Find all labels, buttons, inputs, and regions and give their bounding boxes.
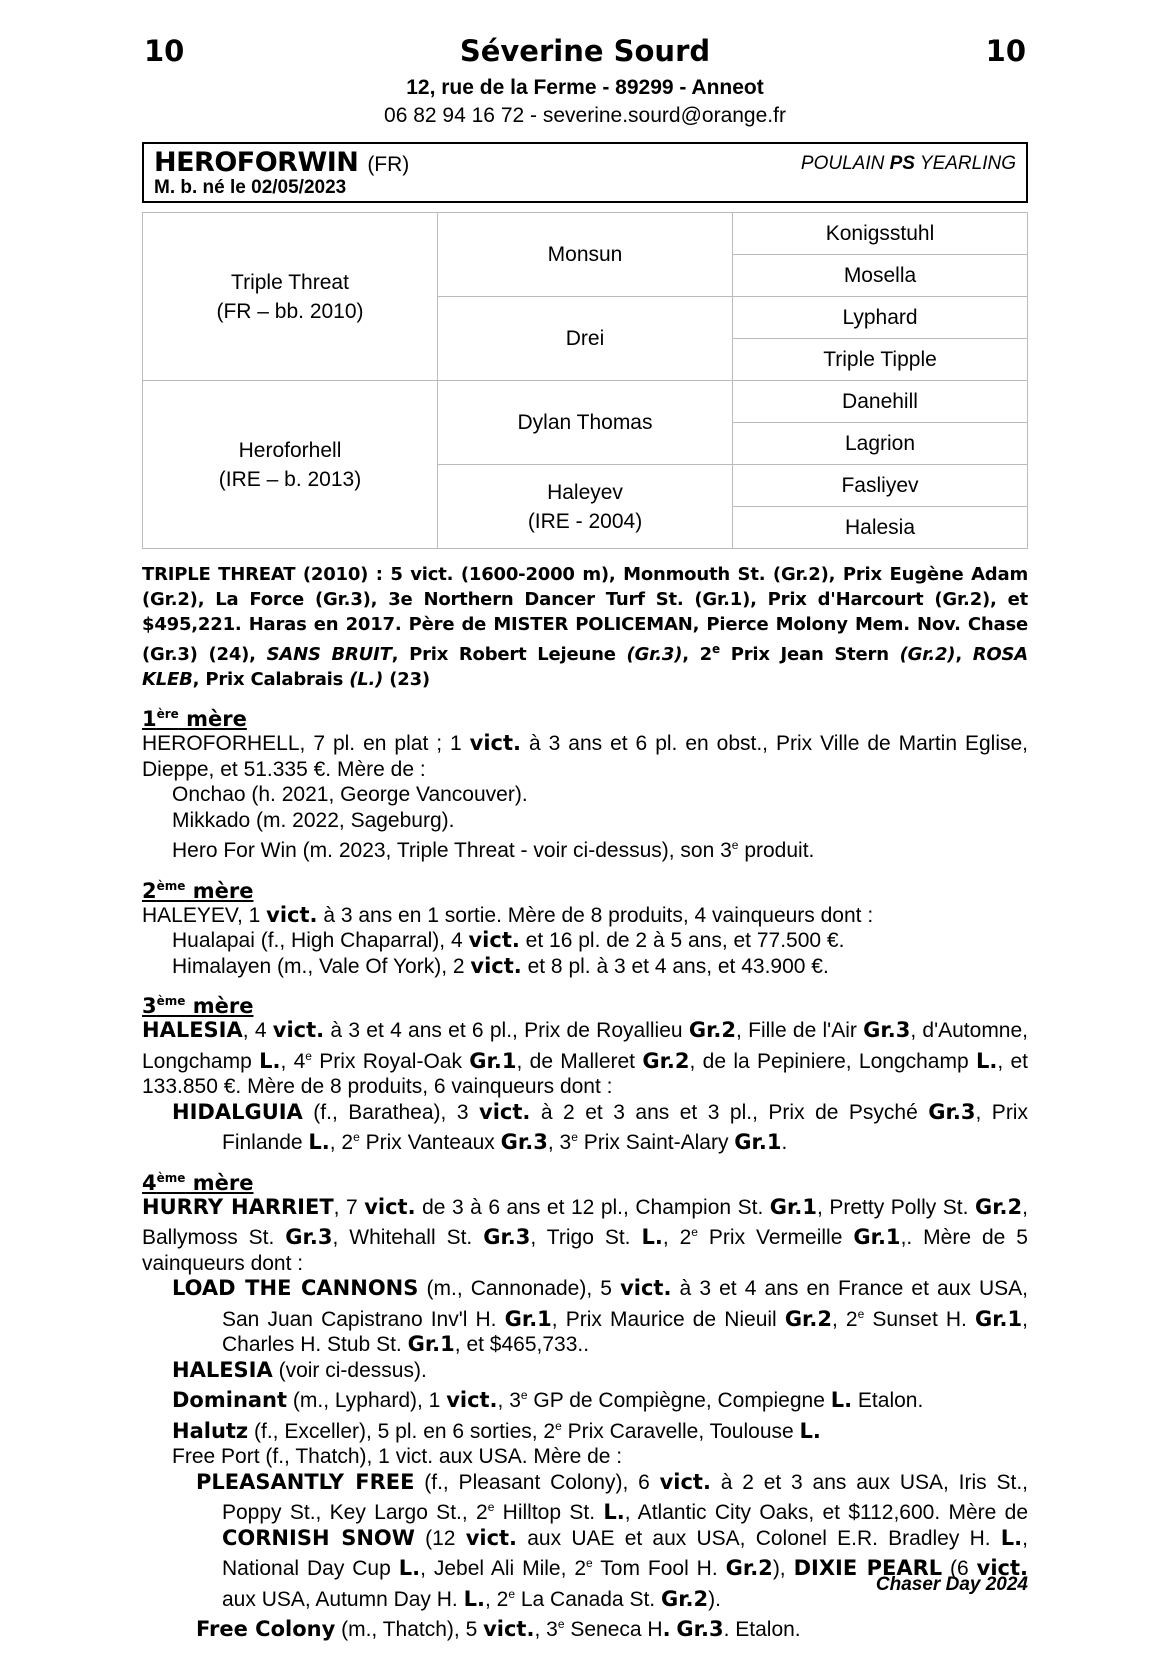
- sire-text-sup: e: [711, 642, 720, 656]
- produce-item: Onchao (h. 2021, George Vancouver).: [172, 783, 528, 806]
- t: Sunset H.: [864, 1307, 975, 1331]
- t: , 4: [242, 1019, 273, 1042]
- pedigree-sss: Konigsstuhl: [733, 213, 1028, 255]
- b: L.: [398, 1556, 421, 1580]
- b: DIXIE PEARL: [793, 1556, 943, 1580]
- t: , de Malleret: [516, 1049, 643, 1073]
- b: HALESIA: [172, 1357, 273, 1382]
- t: à 3 ans et 6 pl. en obst., Prix Ville de Martin Eglise, Dieppe, et 51.335 €. Mère de :: [142, 732, 1028, 781]
- t: à 3 et 4 ans en France et aux USA, San Juan Capistrano Inv'l H.: [222, 1277, 1028, 1331]
- t: aux USA, Autumn Day H.: [222, 1587, 464, 1611]
- t: , Atlantic City Oaks, et $112,600. Mère de: [624, 1501, 1028, 1524]
- section-third-dam: [142, 989, 1028, 1156]
- t: à 2 et 3 ans aux USA, Iris St., Poppy St., Key Largo St., 2: [222, 1470, 1028, 1524]
- pedigree-ssd: Mosella: [733, 255, 1028, 297]
- b: Gr.3: [285, 1225, 333, 1249]
- t: , 3: [497, 1389, 521, 1412]
- horse-origin: (FR): [367, 153, 410, 176]
- seller-contact: 06 82 94 16 72 - severine.sourd@orange.fr: [384, 104, 786, 127]
- t: Himalayen (m., Vale Of York), 2: [172, 954, 471, 978]
- b: Gr.1: [769, 1194, 817, 1219]
- t: (f., Exceller), 5 pl. en 6 sorties, 2: [248, 1419, 556, 1443]
- produce-item: Free Port (f., Thatch), 1 vict. aux USA. Mère de :: [172, 1445, 623, 1468]
- t: Hero For Win (m. 2023, Triple Threat - voir ci-dessus), son 3: [172, 839, 732, 862]
- sire-text-i3: (Gr.2): [899, 644, 956, 665]
- sire-name: Triple Threat: [231, 270, 349, 294]
- b: vict.: [468, 928, 520, 952]
- t: La Canada St.: [515, 1587, 661, 1611]
- pedigree-sd: Drei: [438, 297, 733, 381]
- t: et 8 pl. à 3 et 4 ans, et 43.900 €.: [521, 954, 829, 978]
- horse-type: [801, 153, 1016, 175]
- title-sup: ème: [156, 878, 186, 893]
- pedigree-dds: Fasliyev: [733, 465, 1028, 507]
- pedigree-sdd: Triple Tipple: [733, 339, 1028, 381]
- t: , Whitehall St.: [332, 1226, 484, 1249]
- section-fourth-dam: [142, 1166, 1028, 1643]
- t: (f., Barathea), 3: [302, 1100, 480, 1124]
- sire-text-3: , 2: [682, 644, 712, 665]
- horse-name: [154, 147, 409, 178]
- b: vict.: [446, 1388, 498, 1412]
- t: , Pretty Polly St.: [817, 1195, 975, 1219]
- t: (f., Pleasant Colony), 6: [414, 1470, 660, 1494]
- dam-info: (IRE – b. 2013): [218, 467, 362, 491]
- b: vict.: [266, 902, 318, 927]
- t: ).: [708, 1587, 721, 1611]
- pedigree-dsd: Lagrion: [733, 423, 1028, 465]
- b: LOAD THE CANNONS: [172, 1276, 419, 1300]
- b: L.: [259, 1048, 281, 1073]
- catalog-page: [142, 34, 1028, 1643]
- sire-text-4: Prix Jean Stern: [719, 644, 900, 665]
- sire-text-1: TRIPLE THREAT (2010) : 5 vict. (1600-2000 m), Monmouth St. (Gr.2), Prix Eugène Adam (Gr.2), La Force (Gr.3), 3e Northern Dancer Turf St. (Gr.1), Prix d'Harcourt (Gr.2), et $495,221. Haras en 2017. Père de MISTER POLICEMAN, Pierce Molony Mem. Nov. Chase (Gr.3) (24),: [142, 564, 1028, 665]
- sup: e: [571, 1130, 578, 1144]
- b: vict.: [465, 1525, 518, 1550]
- t: , 3: [547, 1131, 572, 1154]
- b: L.: [1000, 1525, 1023, 1550]
- produce-item: [142, 928, 1028, 954]
- footer: Chaser Day 2024: [875, 1574, 1028, 1595]
- fourth-dam-record: [142, 1195, 1028, 1277]
- b: Gr.3: [500, 1130, 548, 1154]
- t: et 16 pl. de 2 à 5 ans, et 77.500 €.: [519, 929, 845, 952]
- b: HIDALGUIA: [172, 1099, 303, 1124]
- horse-type-bold: PS: [889, 153, 915, 174]
- t: de 3 à 6 ans et 12 pl., Champion St.: [415, 1195, 770, 1219]
- third-dam-title: [142, 989, 1028, 1018]
- b: Gr.1: [734, 1130, 782, 1154]
- b: Gr.2: [974, 1194, 1023, 1219]
- title-word: mère: [185, 878, 254, 903]
- t: , 4: [280, 1049, 306, 1073]
- t: (6: [942, 1557, 977, 1580]
- pedigree-ss: Monsun: [438, 213, 733, 297]
- sup: e: [731, 838, 739, 852]
- t: Prix Saint-Alary: [577, 1131, 735, 1154]
- b: CORNISH SNOW: [222, 1525, 415, 1550]
- b: Gr.3: [483, 1225, 531, 1249]
- t: à 2 et 3 ans et 3 pl., Prix de Psyché: [530, 1100, 929, 1124]
- t: Hilltop St.: [494, 1501, 604, 1524]
- t: (m., Cannonade), 5: [418, 1277, 621, 1300]
- pedigree-ds: Dylan Thomas: [438, 381, 733, 465]
- produce-item: [142, 1414, 1028, 1445]
- t: à 3 et 4 ans et 6 pl., Prix de Royallieu: [324, 1019, 689, 1042]
- sire-text-i1: SANS BRUIT: [266, 644, 392, 665]
- t: Prix Vermeille: [697, 1226, 854, 1249]
- title-word: mère: [185, 994, 254, 1018]
- b: Gr.2: [642, 1048, 690, 1073]
- title-num: 4: [142, 1170, 157, 1195]
- produce-item: [142, 1612, 1028, 1643]
- sup: e: [691, 1225, 698, 1239]
- b: PLEASANTLY FREE: [196, 1469, 415, 1494]
- sup: e: [353, 1130, 360, 1144]
- b: Gr.2: [784, 1306, 833, 1331]
- pedigree-sire: [143, 213, 438, 381]
- t: , Fille de l'Air: [736, 1019, 864, 1042]
- b: Gr.1: [853, 1225, 901, 1249]
- t: (voir ci-dessus).: [272, 1358, 427, 1382]
- t: , 2: [329, 1131, 354, 1154]
- sire-text-6: , Prix Calabrais: [192, 669, 350, 690]
- sup: e: [555, 1418, 562, 1433]
- b: L.: [463, 1586, 485, 1611]
- seller-name: Séverine Sourd: [459, 34, 711, 68]
- t: , Ballymoss St.: [142, 1195, 1028, 1249]
- b: Free Colony: [196, 1617, 336, 1641]
- pedigree-dd: [438, 465, 733, 549]
- sire-text-7: (23): [383, 669, 430, 690]
- third-dam-record: [142, 1018, 1028, 1100]
- produce-item: [142, 833, 1028, 864]
- b: L.: [603, 1500, 625, 1524]
- b: Gr.3: [863, 1018, 911, 1042]
- sup: e: [857, 1306, 865, 1321]
- b: Gr.3: [928, 1099, 976, 1124]
- produce-item: [142, 1276, 1028, 1358]
- fourth-dam-title: [142, 1166, 1028, 1195]
- b: L.: [830, 1388, 853, 1412]
- t: , de la Pepiniere, Longchamp: [689, 1049, 976, 1073]
- b: .: [662, 1617, 671, 1641]
- pedigree-table: [142, 212, 1028, 549]
- horse-name-text: HEROFORWIN: [154, 147, 359, 178]
- b: Gr.1: [469, 1048, 517, 1073]
- t: , Trigo St.: [530, 1226, 642, 1249]
- b: vict.: [659, 1469, 711, 1494]
- seller-address: 12, rue de la Ferme - 89299 - Anneot: [406, 76, 764, 99]
- t: , d'Automne, Longchamp: [142, 1019, 1028, 1073]
- t: HALEYEV, 1: [142, 903, 267, 927]
- t: Prix Vanteaux: [359, 1131, 501, 1154]
- dd-name: Haleyev: [547, 480, 623, 504]
- t: aux UAE et aux USA, Colonel E.R. Bradley H.: [517, 1526, 1001, 1550]
- horse-birth: M. b. né le 02/05/2023: [154, 177, 347, 198]
- t: produit.: [738, 839, 815, 862]
- horse-box: [142, 142, 1028, 203]
- sup: e: [557, 1617, 565, 1631]
- t: , 2: [662, 1226, 692, 1249]
- b: Gr.1: [407, 1332, 455, 1356]
- t: (m., Thatch), 5: [335, 1618, 484, 1641]
- title-num: 1: [142, 707, 157, 731]
- t: , et 133.850 €. Mère de 8 produits, 6 vainqueurs dont :: [142, 1049, 1028, 1098]
- sire-text-i2: (Gr.3): [626, 644, 683, 665]
- title-word: mère: [178, 707, 247, 731]
- lot-number-right: 10: [985, 34, 1026, 68]
- b: Gr.3: [676, 1617, 724, 1641]
- header: [142, 34, 1028, 74]
- b: L.: [799, 1418, 821, 1443]
- sire-text-i4: ROSA KLEB: [142, 644, 1028, 690]
- second-dam-title: [142, 874, 1028, 903]
- t: , Prix Finlande: [222, 1100, 1028, 1154]
- produce-item: [142, 1358, 1028, 1384]
- sire-text-2: , Prix Robert Lejeune: [391, 644, 627, 665]
- b: vict.: [976, 1556, 1029, 1580]
- t: ),: [772, 1557, 794, 1580]
- t: , Charles H. Stub St.: [222, 1307, 1028, 1356]
- t: à 3 ans en 1 sortie. Mère de 8 produits, 4 vainqueurs dont :: [317, 903, 874, 927]
- produce-item: [142, 954, 1028, 980]
- pedigree-dss: Danehill: [733, 381, 1028, 423]
- b: L.: [975, 1048, 998, 1073]
- section-first-dam: [142, 702, 1028, 864]
- first-dam-title: [142, 702, 1028, 731]
- t: . Etalon.: [723, 1618, 801, 1641]
- b: vict.: [469, 731, 522, 755]
- t: (12: [414, 1526, 466, 1550]
- b: Gr.2: [688, 1018, 737, 1042]
- produce-item: [142, 1100, 1028, 1156]
- b: Gr.1: [974, 1306, 1023, 1331]
- t: Prix Caravelle, Toulouse: [561, 1419, 800, 1443]
- t: Prix Royal-Oak: [311, 1049, 470, 1073]
- t: HEROFORHELL, 7 pl. en plat ; 1: [142, 732, 470, 755]
- b: vict.: [479, 1099, 531, 1124]
- title-word: mère: [185, 1170, 254, 1195]
- sup: e: [586, 1556, 593, 1570]
- t: , 2: [484, 1587, 509, 1611]
- sup: e: [305, 1048, 312, 1063]
- title-sup: ème: [156, 1170, 186, 1185]
- b: Gr.2: [725, 1556, 773, 1580]
- b: Halutz: [172, 1418, 249, 1443]
- title-num: 3: [142, 994, 157, 1018]
- second-dam-record: [142, 903, 1028, 929]
- t: , Jebel Ali Mile, 2: [420, 1557, 587, 1580]
- pedigree-ddd: Halesia: [733, 507, 1028, 549]
- sup: e: [508, 1586, 516, 1601]
- produce-item: Mikkado (m. 2022, Sageburg).: [172, 808, 455, 832]
- t: , 2: [832, 1307, 858, 1331]
- b: vict.: [470, 953, 522, 978]
- title-num: 2: [142, 878, 157, 903]
- first-dam-record: [142, 731, 1028, 782]
- horse-type-prefix: POULAIN: [800, 153, 890, 174]
- section-second-dam: [142, 874, 1028, 980]
- horse-type-suffix: YEARLING: [914, 153, 1016, 174]
- t: GP de Compiègne, Compiegne: [527, 1389, 831, 1412]
- b: Dominant: [172, 1388, 288, 1412]
- t: Etalon.: [852, 1389, 924, 1412]
- b: vict.: [620, 1276, 672, 1300]
- b: vict.: [272, 1018, 325, 1042]
- b: Gr.1: [504, 1306, 552, 1331]
- sire-info: (FR – bb. 2010): [216, 299, 364, 323]
- b: L.: [641, 1225, 663, 1249]
- pedigree-sds: Lyphard: [733, 297, 1028, 339]
- dam-name: Heroforhell: [238, 438, 342, 462]
- t: , 7: [333, 1195, 365, 1219]
- b: L.: [308, 1130, 330, 1154]
- pedigree-dam: [143, 381, 438, 549]
- t: (m., Lyphard), 1: [287, 1389, 447, 1412]
- t: , et $465,733..: [454, 1333, 590, 1356]
- t: .: [781, 1131, 788, 1154]
- sire-text-5: ,: [955, 644, 973, 665]
- b: HURRY HARRIET: [142, 1194, 334, 1219]
- lot-number-left: 10: [144, 34, 185, 68]
- sup: e: [487, 1500, 495, 1514]
- b: HALESIA: [142, 1018, 243, 1042]
- b: Gr.2: [660, 1586, 709, 1611]
- produce-item: [142, 1383, 1028, 1414]
- b: vict.: [483, 1617, 535, 1641]
- t: Hualapai (f., High Chaparral), 4: [172, 929, 469, 952]
- t: , Prix Maurice de Nieuil: [551, 1307, 785, 1331]
- sup: e: [520, 1388, 528, 1402]
- b: vict.: [364, 1194, 416, 1219]
- dd-info: (IRE - 2004): [527, 509, 643, 533]
- t: , National Day Cup: [222, 1526, 1028, 1580]
- t: Seneca H: [564, 1618, 663, 1641]
- sire-text-i5: (L.): [349, 669, 384, 690]
- title-sup: ème: [156, 994, 186, 1008]
- sire-record: [142, 562, 1028, 692]
- t: Tom Fool H.: [592, 1557, 726, 1580]
- title-sup: ère: [156, 707, 179, 721]
- t: ,. Mère de 5 vainqueurs dont :: [142, 1226, 1028, 1275]
- t: , 3: [534, 1618, 558, 1641]
